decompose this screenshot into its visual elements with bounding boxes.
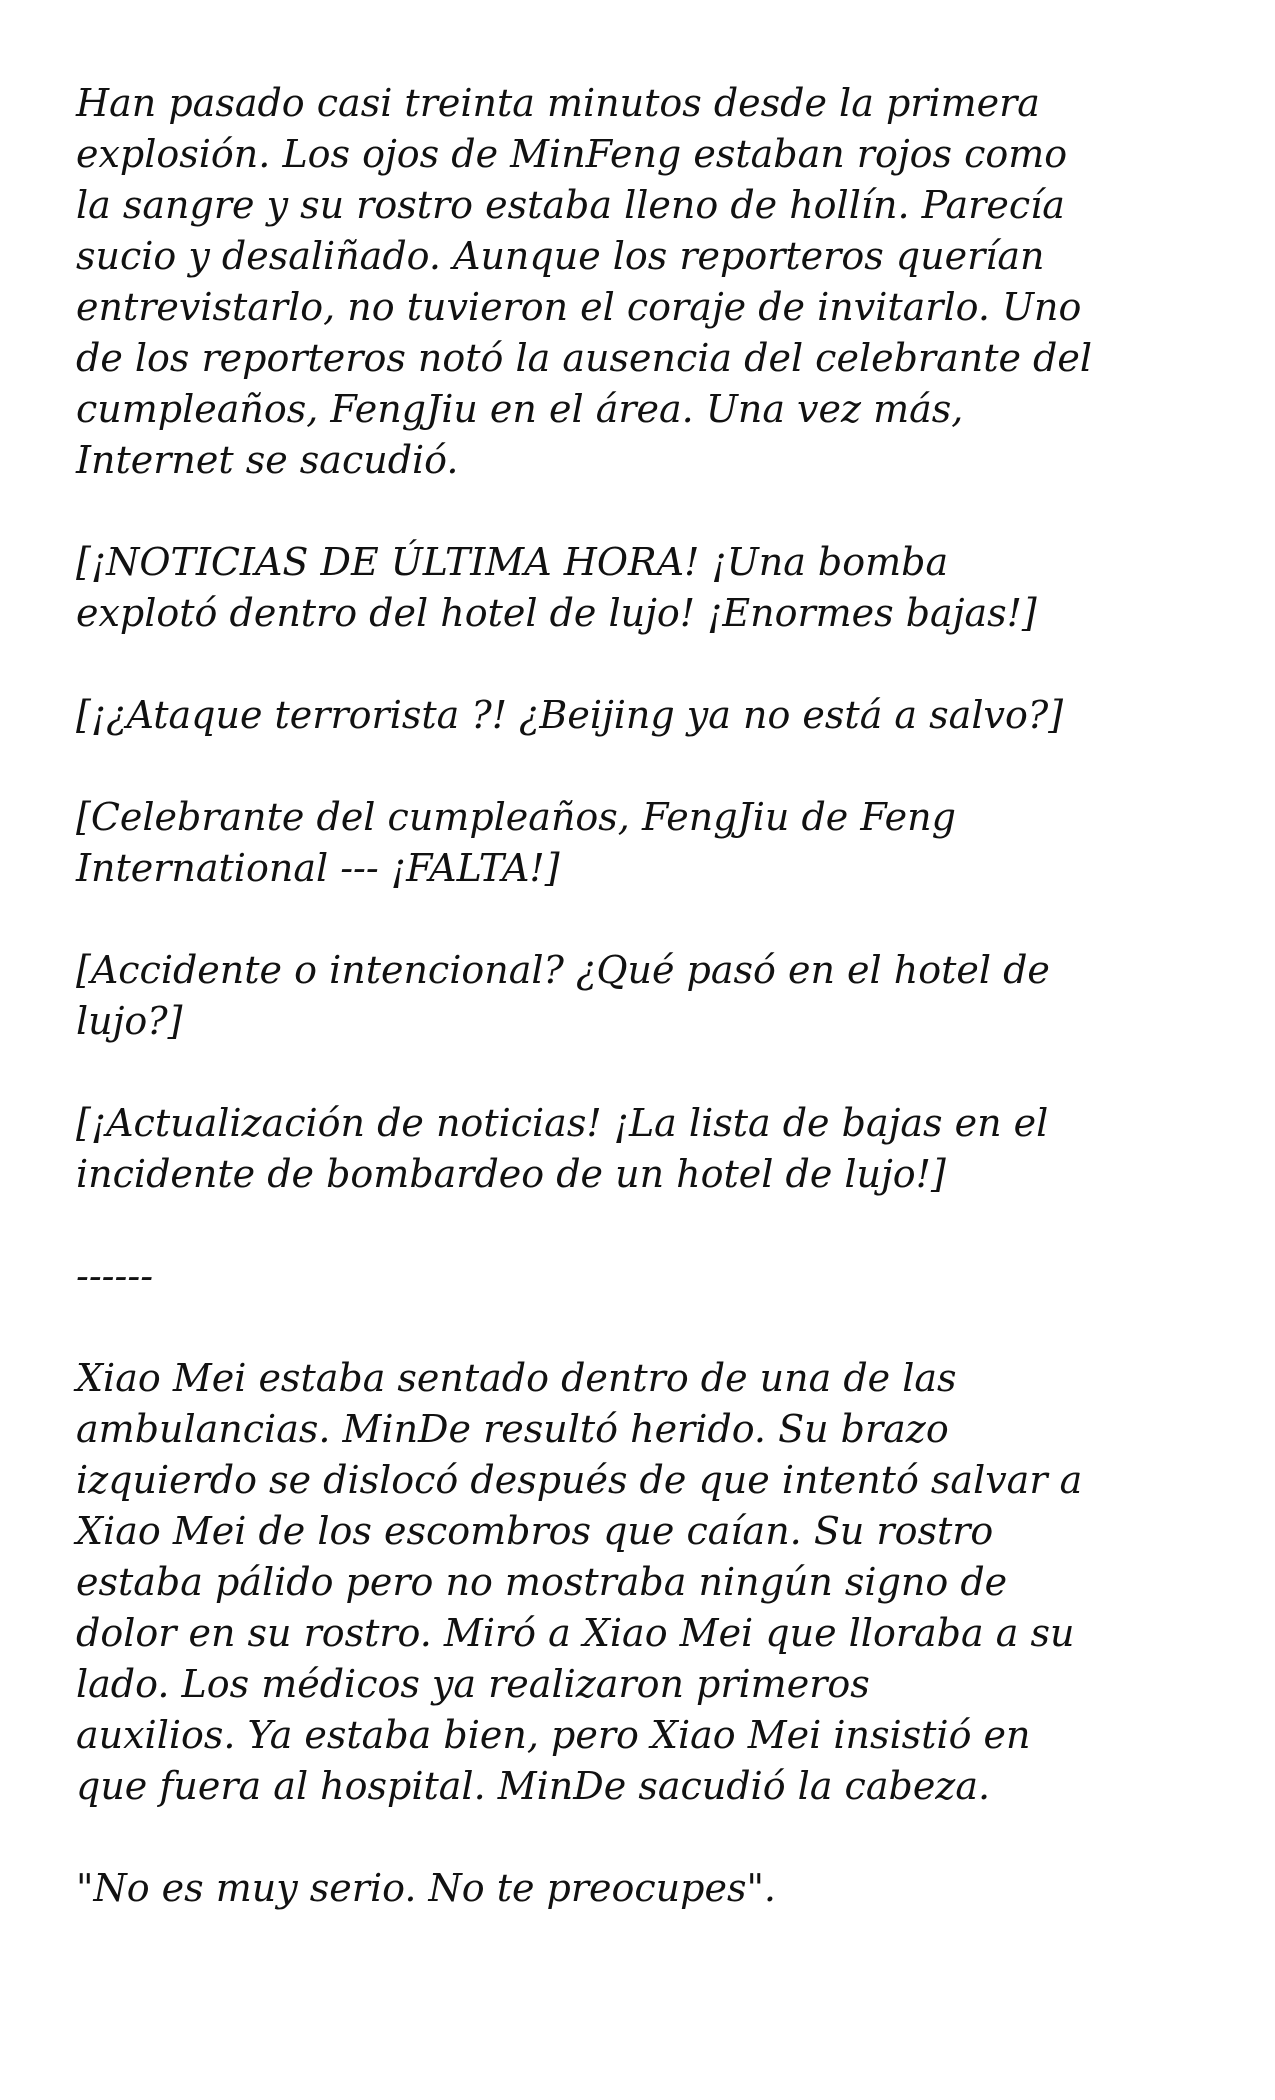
text-line: [¡Actualización de noticias! ¡La lista de bajas en el <box>76 1101 1049 1145</box>
document-body <box>76 78 1216 1965</box>
text-line: la sangre y su rostro estaba lleno de hollín. Parecía <box>76 183 1065 227</box>
text-line: estaba pálido pero no mostraba ningún signo de <box>76 1560 1008 1604</box>
text-line: explotó dentro del hotel de lujo! ¡Enormes bajas!] <box>76 591 1037 635</box>
text-line: cumpleaños, FengJiu en el área. Una vez más, <box>76 387 964 431</box>
section-separator <box>76 1251 1216 1302</box>
text-line: explosión. Los ojos de MinFeng estaban rojos como <box>76 132 1068 176</box>
paragraph-narration-1 <box>76 78 1216 486</box>
paragraph-headline-3 <box>76 792 1216 894</box>
paragraph-narration-2 <box>76 1353 1216 1812</box>
text-line: Xiao Mei de los escombros que caían. Su rostro <box>76 1509 994 1553</box>
text-line: de los reporteros notó la ausencia del celebrante del <box>76 336 1093 380</box>
text-line: que fuera al hospital. MinDe sacudió la cabeza. <box>76 1764 991 1808</box>
text-line: ------ <box>76 1254 154 1298</box>
text-line: "No es muy serio. No te preocupes". <box>76 1866 777 1910</box>
text-line: [Accidente o intencional? ¿Qué pasó en el hotel de <box>76 948 1050 992</box>
text-line: entrevistarlo, no tuvieron el coraje de invitarlo. Uno <box>76 285 1082 329</box>
text-line: [¡NOTICIAS DE ÚLTIMA HORA! ¡Una bomba <box>76 540 949 584</box>
text-line: izquierdo se dislocó después de que intentó salvar a <box>76 1458 1083 1502</box>
text-line: [Celebrante del cumpleaños, FengJiu de Feng <box>76 795 956 839</box>
text-line: dolor en su rostro. Miró a Xiao Mei que lloraba a su <box>76 1611 1075 1655</box>
text-line: lujo?] <box>76 999 183 1043</box>
text-line: [¡¿Ataque terrorista ?! ¿Beijing ya no está a salvo?] <box>76 693 1064 737</box>
paragraph-headline-4 <box>76 945 1216 1047</box>
paragraph-dialogue <box>76 1863 1216 1914</box>
text-line: Han pasado casi treinta minutos desde la primera <box>76 81 1040 125</box>
text-line: ambulancias. MinDe resultó herido. Su brazo <box>76 1407 949 1451</box>
paragraph-headline-2 <box>76 690 1216 741</box>
text-line: auxilios. Ya estaba bien, pero Xiao Mei insistió en <box>76 1713 1031 1757</box>
text-line: Xiao Mei estaba sentado dentro de una de las <box>76 1356 957 1400</box>
paragraph-headline-5 <box>76 1098 1216 1200</box>
text-line: incidente de bombardeo de un hotel de lujo!] <box>76 1152 946 1196</box>
text-line: International --- ¡FALTA!] <box>76 846 560 890</box>
paragraph-headline-1 <box>76 537 1216 639</box>
text-line: Internet se sacudió. <box>76 438 459 482</box>
text-line: lado. Los médicos ya realizaron primeros <box>76 1662 870 1706</box>
text-line: sucio y desaliñado. Aunque los reporteros querían <box>76 234 1045 278</box>
